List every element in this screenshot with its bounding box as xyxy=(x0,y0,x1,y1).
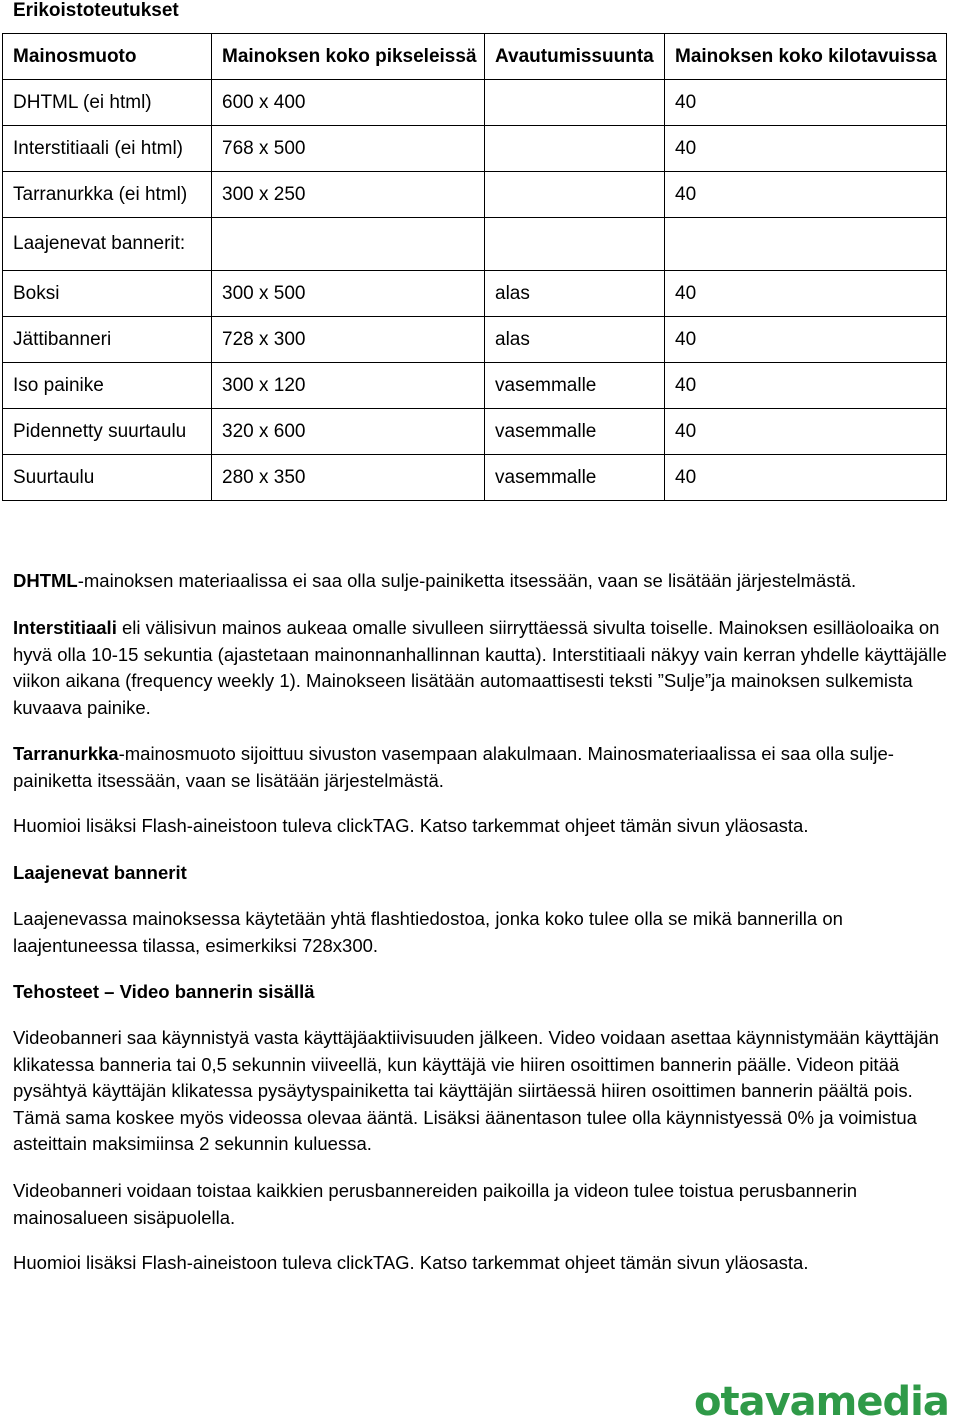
tarranurkka-term: Tarranurkka xyxy=(13,743,119,764)
dhtml-paragraph xyxy=(13,568,958,595)
interstitial-term: Interstitiaali xyxy=(13,617,117,638)
header-cell: Mainoksen koko kilotavuissa xyxy=(665,34,947,80)
table-cell xyxy=(485,172,665,218)
table-cell: Jättibanneri xyxy=(3,317,212,363)
header-cell: Mainosmuoto xyxy=(3,34,212,80)
video-paragraph-2: Videobanneri voidaan toistaa kaikkien perusbannereiden paikoilla ja videon tulee toistua perusbannerin mainosalueen sisäpuolella. xyxy=(13,1180,858,1228)
table-cell: Suurtaulu xyxy=(3,455,212,501)
table-cell: 300 x 120 xyxy=(212,363,485,409)
table-cell: alas xyxy=(485,271,665,317)
table-cell: vasemmalle xyxy=(485,455,665,501)
header-cell: Mainoksen koko pikseleissä xyxy=(212,34,485,80)
clicktag-note-2: Huomioi lisäksi Flash-aineistoon tuleva clickTAG. Katso tarkemmat ohjeet tämän sivun yläosasta. xyxy=(13,1252,809,1273)
table-row xyxy=(3,172,947,218)
table-cell xyxy=(485,126,665,172)
table-cell: 40 xyxy=(665,409,947,455)
clicktag-note: Huomioi lisäksi Flash-aineistoon tuleva clickTAG. Katso tarkemmat ohjeet tämän sivun yläosasta. xyxy=(13,815,809,836)
table-cell: 40 xyxy=(665,455,947,501)
tarranurkka-paragraph xyxy=(13,741,958,794)
table-cell: Pidennetty suurtaulu xyxy=(3,409,212,455)
table-cell: 40 xyxy=(665,271,947,317)
table-cell: 300 x 250 xyxy=(212,172,485,218)
table-header-row xyxy=(3,34,947,80)
interstitial-text: eli välisivun mainos aukeaa omalle sivulleen siirryttäessä sivulta toiselle. Mainoksen esilläoloaika on hyvä olla 10-15 sekuntia (ajastetaan mainonnanhallinnan kautta). Interstitiaali näkyy vain kerran yhdelle käyttäjälle viikon aikana (frequency weekly 1). Mainokseen lisätään automaattisesti teksti ”Sulje”ja mainoksen sulkemista kuvaava painike. xyxy=(13,617,947,718)
table-row xyxy=(3,80,947,126)
table-cell: Laajenevat bannerit: xyxy=(3,218,212,271)
video-heading xyxy=(13,979,958,1006)
table-cell xyxy=(665,218,947,271)
table-row xyxy=(3,126,947,172)
otavamedia-logo: otavamedia xyxy=(694,1379,949,1425)
table-row xyxy=(3,455,947,501)
table-cell: 320 x 600 xyxy=(212,409,485,455)
video-paragraph: Videobanneri saa käynnistyä vasta käyttäjäaktiivisuuden jälkeen. Video voidaan asettaa käynnistymään käyttäjän klikatessa banneria tai 0,5 sekunnin viiveellä, kun käyttäjä vie hiiren osoittimen bannerin päälle. Videon pitää pysähtyä käyttäjän klikatessa pysäytyspainiketta tai käyttäjän siirtäessä hiiren osoittimen bannerin päältä pois. Tämä sama koskee myös videossa olevaa ääntä. Lisäksi äänentason tulee olla käynnistyessä 0% ja voimistua asteittain maksimiinsa 2 sekunnin kuluessa. xyxy=(13,1027,939,1154)
ad-specs-table xyxy=(2,33,947,501)
table-cell: 768 x 500 xyxy=(212,126,485,172)
table-cell xyxy=(485,218,665,271)
table-cell: 600 x 400 xyxy=(212,80,485,126)
table-cell: 280 x 350 xyxy=(212,455,485,501)
table-cell: 40 xyxy=(665,172,947,218)
table-cell: DHTML (ei html) xyxy=(3,80,212,126)
table-cell: Interstitiaali (ei html) xyxy=(3,126,212,172)
table-cell: alas xyxy=(485,317,665,363)
table-cell: Boksi xyxy=(3,271,212,317)
laajenevat-paragraph: Laajenevassa mainoksessa käytetään yhtä flashtiedostoa, jonka koko tulee olla se mikä bannerilla on laajentuneessa tilassa, esimerkiksi 728x300. xyxy=(13,908,843,956)
table-cell: 40 xyxy=(665,317,947,363)
tarranurkka-text: -mainosmuoto sijoittuu sivuston vasempaan alakulmaan. Mainosmateriaalissa ei saa olla sulje-painiketta itsessään, vaan se lisätään järjestelmästä. xyxy=(13,743,894,791)
laajenevat-heading-text: Laajenevat bannerit xyxy=(13,862,187,883)
interstitial-paragraph xyxy=(13,615,958,721)
table-cell: 40 xyxy=(665,80,947,126)
table-cell: 300 x 500 xyxy=(212,271,485,317)
table-cell: vasemmalle xyxy=(485,409,665,455)
dhtml-text: -mainoksen materiaalissa ei saa olla sulje-painiketta itsessään, vaan se lisätään järjestelmästä. xyxy=(77,570,857,591)
laajenevat-heading xyxy=(13,860,958,887)
table-cell: Iso painike xyxy=(3,363,212,409)
table-cell xyxy=(212,218,485,271)
table-row xyxy=(3,409,947,455)
table-cell: 40 xyxy=(665,126,947,172)
table-cell: 728 x 300 xyxy=(212,317,485,363)
dhtml-term: DHTML xyxy=(13,570,78,591)
video-heading-text: Tehosteet – Video bannerin sisällä xyxy=(13,981,315,1002)
table-cell: Tarranurkka (ei html) xyxy=(3,172,212,218)
table-cell: 40 xyxy=(665,363,947,409)
table-cell: vasemmalle xyxy=(485,363,665,409)
table-row xyxy=(3,363,947,409)
table-row xyxy=(3,218,947,271)
table-row xyxy=(3,317,947,363)
header-cell: Avautumissuunta xyxy=(485,34,665,80)
table-cell xyxy=(485,80,665,126)
table-row xyxy=(3,271,947,317)
section-title: Erikoistoteutukset xyxy=(13,0,179,21)
